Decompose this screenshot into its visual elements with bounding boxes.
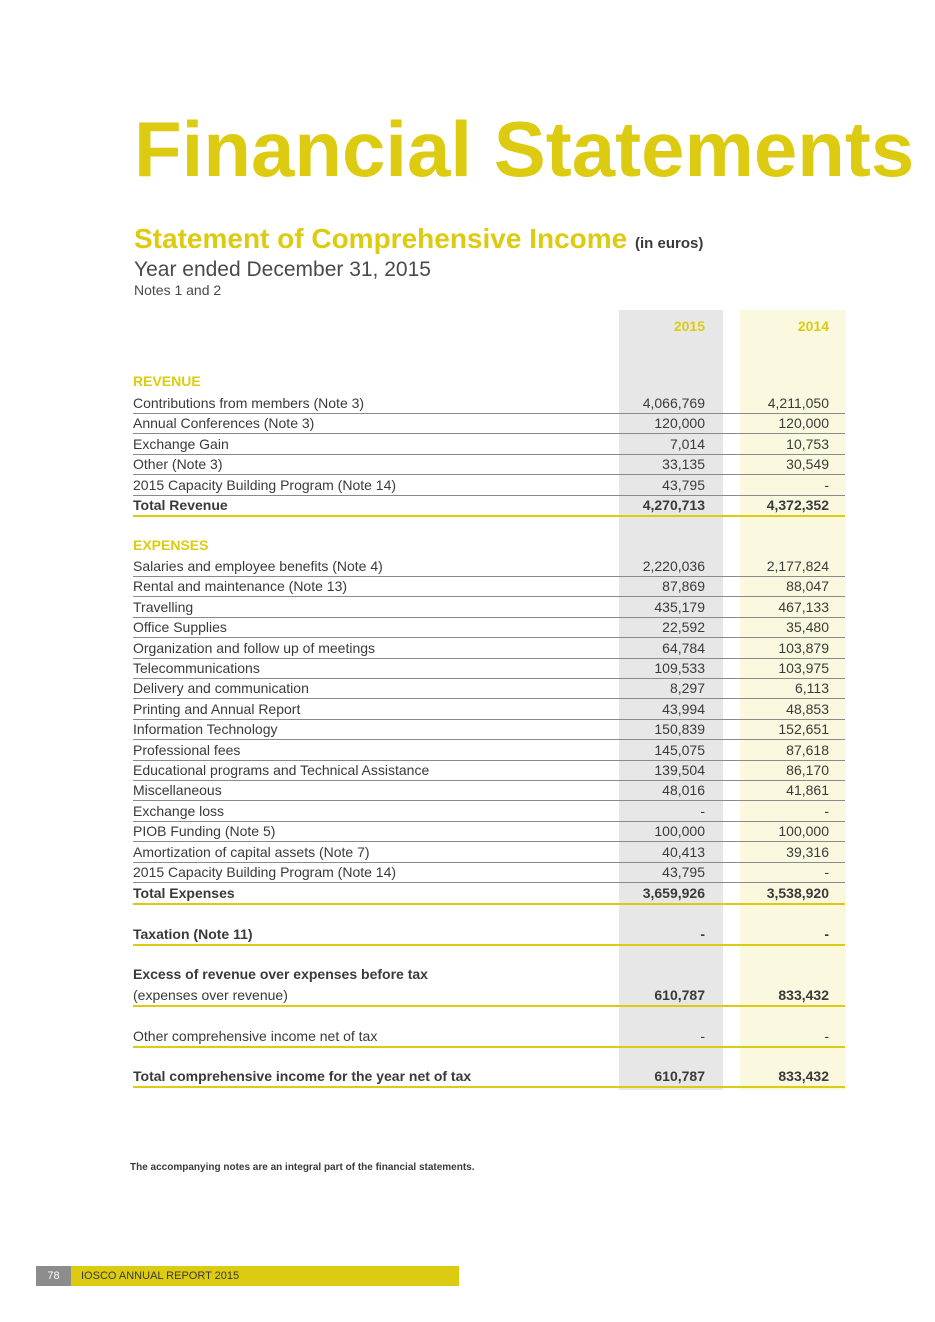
row-label: 2015 Capacity Building Program (Note 14) bbox=[133, 864, 397, 880]
expense-row bbox=[133, 597, 845, 618]
total-revenue-row bbox=[133, 495, 845, 517]
row-label: Educational programs and Technical Assistance bbox=[133, 762, 430, 778]
row-label: Telecommunications bbox=[133, 660, 260, 676]
value-2014: 4,372,352 bbox=[766, 497, 829, 513]
row-label: Miscellaneous bbox=[133, 782, 222, 799]
row-label: Taxation (Note 11) bbox=[133, 926, 253, 942]
value-2014: 103,975 bbox=[778, 660, 829, 676]
other-comprehensive-income-row bbox=[133, 1026, 845, 1048]
expense-row bbox=[133, 678, 845, 699]
row-label: PIOB Funding (Note 5) bbox=[133, 823, 276, 840]
value-2015: 64,784 bbox=[662, 639, 705, 656]
expense-row bbox=[133, 862, 845, 883]
value-2015: 48,016 bbox=[662, 782, 705, 799]
row-label: 2015 Capacity Building Program (Note 14) bbox=[133, 476, 397, 493]
value-2014: 87,618 bbox=[786, 741, 829, 758]
expense-row bbox=[133, 699, 845, 720]
row-label: Exchange Gain bbox=[133, 435, 229, 452]
excess-label-line1 bbox=[133, 964, 845, 984]
value-2015: 87,869 bbox=[662, 578, 705, 595]
value-2015: 145,075 bbox=[654, 741, 705, 758]
value-2015: 435,179 bbox=[654, 598, 705, 615]
value-2015: - bbox=[700, 802, 705, 819]
revenue-row bbox=[133, 475, 845, 496]
row-label: Delivery and communication bbox=[133, 680, 309, 697]
total-expenses-row bbox=[133, 883, 845, 905]
value-2014: 833,432 bbox=[778, 1068, 829, 1084]
row-label: Total Expenses bbox=[133, 885, 235, 901]
value-2014: 100,000 bbox=[778, 823, 829, 840]
row-label: Excess of revenue over expenses before tax bbox=[133, 966, 428, 982]
value-2015: 109,533 bbox=[654, 660, 705, 676]
value-2014: - bbox=[824, 864, 829, 880]
value-2015: - bbox=[700, 926, 705, 942]
value-2014: 41,861 bbox=[786, 782, 829, 799]
value-2014: - bbox=[824, 476, 829, 493]
value-2014: 152,651 bbox=[778, 721, 829, 738]
column-header-2014: 2014 bbox=[797, 318, 829, 334]
row-label: Professional fees bbox=[133, 741, 241, 758]
expense-row bbox=[133, 617, 845, 638]
statement-title bbox=[134, 222, 703, 261]
expense-row bbox=[133, 556, 845, 577]
value-2015: 2,220,036 bbox=[642, 558, 705, 574]
expenses-heading: EXPENSES bbox=[133, 537, 209, 553]
value-2014: 2,177,824 bbox=[766, 558, 829, 574]
row-label: Travelling bbox=[133, 598, 194, 615]
row-label: Information Technology bbox=[133, 721, 278, 738]
expense-row bbox=[133, 576, 845, 597]
value-2014: 86,170 bbox=[786, 762, 829, 778]
row-label: Total Revenue bbox=[133, 497, 228, 513]
expense-row bbox=[133, 760, 845, 781]
value-2015: 7,014 bbox=[669, 435, 705, 452]
value-2014: 10,753 bbox=[786, 435, 829, 452]
expense-row bbox=[133, 842, 845, 863]
row-label: Amortization of capital assets (Note 7) bbox=[133, 843, 370, 860]
value-2014: 48,853 bbox=[786, 700, 829, 717]
statement-name: Statement of Comprehensive Income bbox=[134, 223, 628, 254]
row-label: Annual Conferences (Note 3) bbox=[133, 415, 315, 432]
value-2015: 100,000 bbox=[654, 823, 705, 840]
row-label: Office Supplies bbox=[133, 619, 227, 636]
excess-row bbox=[133, 985, 845, 1007]
value-2014: 120,000 bbox=[778, 415, 829, 432]
value-2015: - bbox=[700, 1028, 705, 1044]
value-2015: 8,297 bbox=[669, 680, 705, 697]
value-2015: 22,592 bbox=[662, 619, 705, 636]
revenue-row bbox=[133, 454, 845, 475]
row-label: Other (Note 3) bbox=[133, 456, 223, 473]
value-2014: 35,480 bbox=[786, 619, 829, 636]
value-2014: 4,211,050 bbox=[767, 395, 829, 411]
row-label: Rental and maintenance (Note 13) bbox=[133, 578, 348, 595]
footer-report-title: IOSCO ANNUAL REPORT 2015 bbox=[71, 1266, 459, 1286]
value-2014: 39,316 bbox=[786, 843, 829, 860]
value-2014: - bbox=[824, 802, 829, 819]
row-label: Printing and Annual Report bbox=[133, 700, 301, 717]
row-label: Exchange loss bbox=[133, 802, 225, 819]
row-label: (expenses over revenue) bbox=[133, 987, 288, 1003]
expense-row bbox=[133, 638, 845, 659]
row-label: Salaries and employee benefits (Note 4) bbox=[133, 558, 383, 574]
value-2014: 467,133 bbox=[778, 598, 829, 615]
statement-period: Year ended December 31, 2015 bbox=[134, 258, 431, 281]
value-2015: 43,994 bbox=[662, 700, 705, 717]
value-2014: 3,538,920 bbox=[766, 885, 829, 901]
value-2014: 88,047 bbox=[786, 578, 829, 595]
statement-unit: (in euros) bbox=[635, 235, 704, 252]
value-2015: 4,270,713 bbox=[642, 497, 705, 513]
value-2015: 150,839 bbox=[654, 721, 705, 738]
value-2014: - bbox=[824, 926, 829, 942]
value-2015: 3,659,926 bbox=[642, 885, 705, 901]
taxation-row bbox=[133, 924, 845, 946]
row-label: Total comprehensive income for the year net of tax bbox=[133, 1068, 472, 1084]
page-title: Financial Statements bbox=[134, 105, 915, 193]
revenue-heading: REVENUE bbox=[133, 373, 201, 389]
page-number: 78 bbox=[36, 1266, 71, 1286]
expense-row bbox=[133, 719, 845, 740]
expense-row bbox=[133, 780, 845, 801]
value-2015: 33,135 bbox=[662, 456, 705, 473]
expense-row bbox=[133, 801, 845, 822]
value-2014: 30,549 bbox=[786, 456, 829, 473]
column-header-2015: 2015 bbox=[673, 318, 705, 334]
value-2014: 6,113 bbox=[795, 680, 829, 697]
value-2014: 833,432 bbox=[778, 987, 829, 1003]
value-2014: - bbox=[824, 1028, 829, 1044]
value-2015: 43,795 bbox=[662, 476, 705, 493]
expense-row bbox=[133, 658, 845, 679]
revenue-row bbox=[133, 413, 845, 434]
revenue-row bbox=[133, 393, 845, 414]
value-2015: 40,413 bbox=[662, 843, 705, 860]
row-label: Other comprehensive income net of tax bbox=[133, 1028, 378, 1044]
expense-row bbox=[133, 740, 845, 761]
value-2015: 610,787 bbox=[654, 987, 705, 1003]
value-2015: 139,504 bbox=[654, 762, 705, 778]
row-label: Contributions from members (Note 3) bbox=[133, 395, 365, 411]
value-2015: 4,066,769 bbox=[642, 395, 705, 411]
footnote: The accompanying notes are an integral part of the financial statements. bbox=[130, 1162, 475, 1173]
row-label: Organization and follow up of meetings bbox=[133, 639, 376, 656]
statement-notes: Notes 1 and 2 bbox=[134, 282, 222, 298]
expense-row bbox=[133, 821, 845, 842]
value-2015: 43,795 bbox=[662, 864, 705, 880]
value-2015: 120,000 bbox=[654, 415, 705, 432]
value-2015: 610,787 bbox=[654, 1068, 705, 1084]
value-2014: 103,879 bbox=[778, 639, 829, 656]
total-comprehensive-income-row bbox=[133, 1066, 845, 1088]
revenue-row bbox=[133, 434, 845, 455]
